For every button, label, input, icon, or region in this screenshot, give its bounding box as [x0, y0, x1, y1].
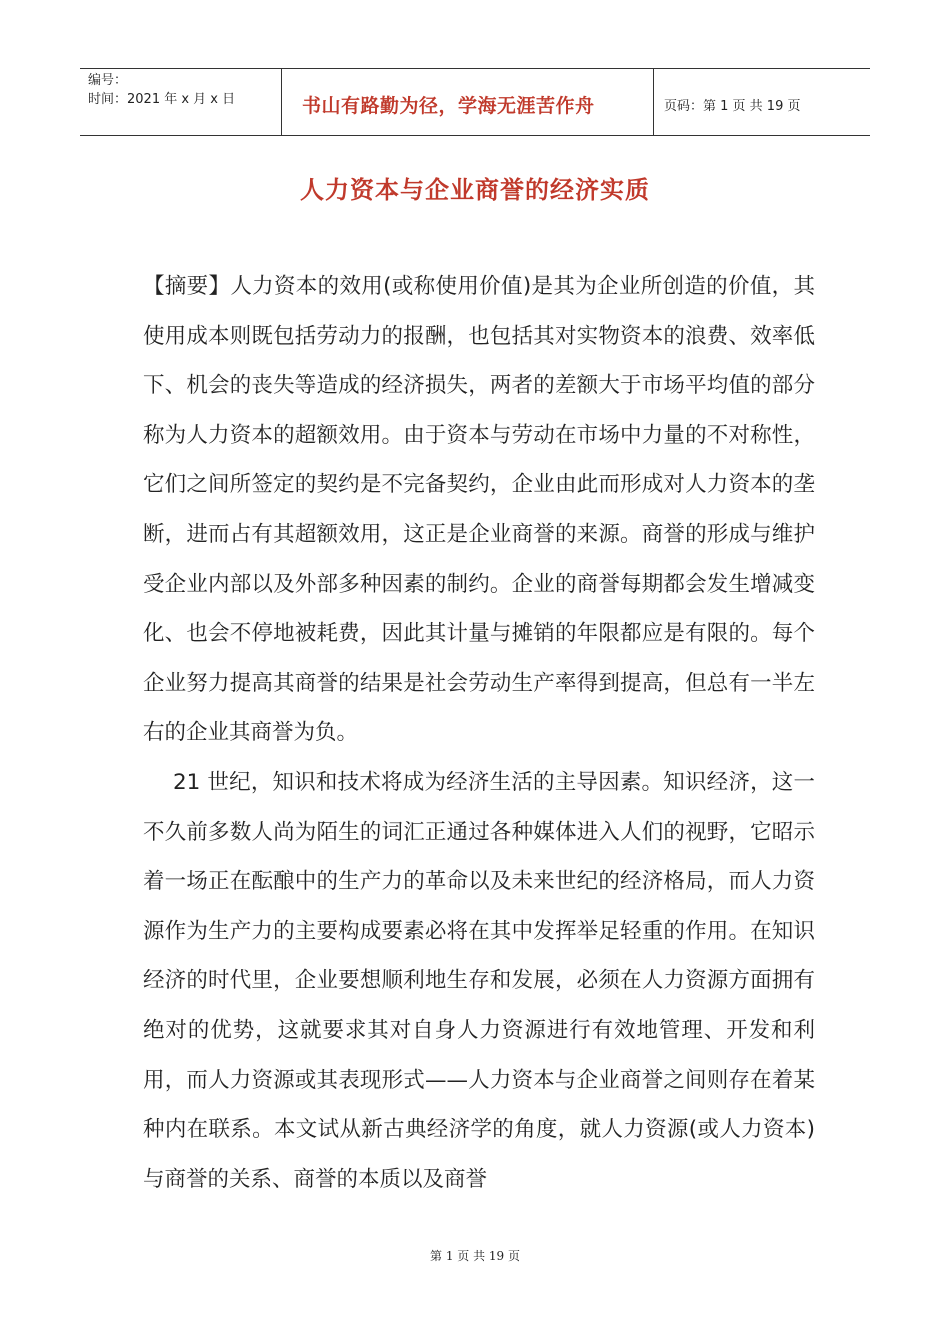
document-header-table: [80, 68, 870, 136]
document-number-label: 编号：: [88, 73, 128, 88]
abstract-paragraph: 【摘要】人力资本的效用(或称使用价值)是其为企业所创造的价值，其使用成本则既包括劳动力的报酬，也包括其对实物资本的浪费、效率低下、机会的丧失等造成的经济损失，两者的差额大于市场平均值的部分称为人力资本的超额效用。由于资本与劳动在市场中力量的不对称性，它们之间所签定的契约是不完备契约，企业由此而形成对人力资本的垄断，进而占有其超额效用，这正是企业商誉的来源。商誉的形成与维护受企业内部以及外部多种因素的制约。企业的商誉每期都会发生增减变化、也会不停地被耗费，因此其计量与摊销的年限都应是有限的。每个企业努力提高其商誉的结果是社会劳动生产率得到提高，但总有一半左右的企业其商誉为负。: [143, 274, 815, 746]
header-motto: 书山有路勤为径，学海无涯苦作舟: [282, 69, 654, 135]
body-paragraph: 21 世纪，知识和技术将成为经济生活的主导因素。知识经济，这一不久前多数人尚为陌生的词汇正通过各种媒体进入人们的视野，它昭示着一场正在酝酿中的生产力的革命以及未来世纪的经济格局，而人力资源作为生产力的主要构成要素必将在其中发挥举足轻重的作用。在知识经济的时代里，企业要想顺利地生存和发展，必须在人力资源方面拥有绝对的优势，这就要求其对自身人力资源进行有效地管理、开发和利用，而人力资源或其表现形式——人力资本与企业商誉之间则存在着某种内在联系。本文试从新古典经济学的角度，就人力资源(或人力资本)与商誉的关系、商誉的本质以及商誉: [143, 769, 815, 1192]
document-date-label: 时间：2021 年 x 月 x 日: [88, 92, 236, 107]
page-footer: 第 1 页 共 19 页: [430, 1249, 520, 1263]
document-title: 人力资本与企业商誉的经济实质: [300, 176, 650, 204]
document-body: [143, 262, 815, 1204]
header-page-info: 页码：第 1 页 共 19 页: [664, 98, 801, 114]
header-meta-cell: [80, 69, 282, 135]
